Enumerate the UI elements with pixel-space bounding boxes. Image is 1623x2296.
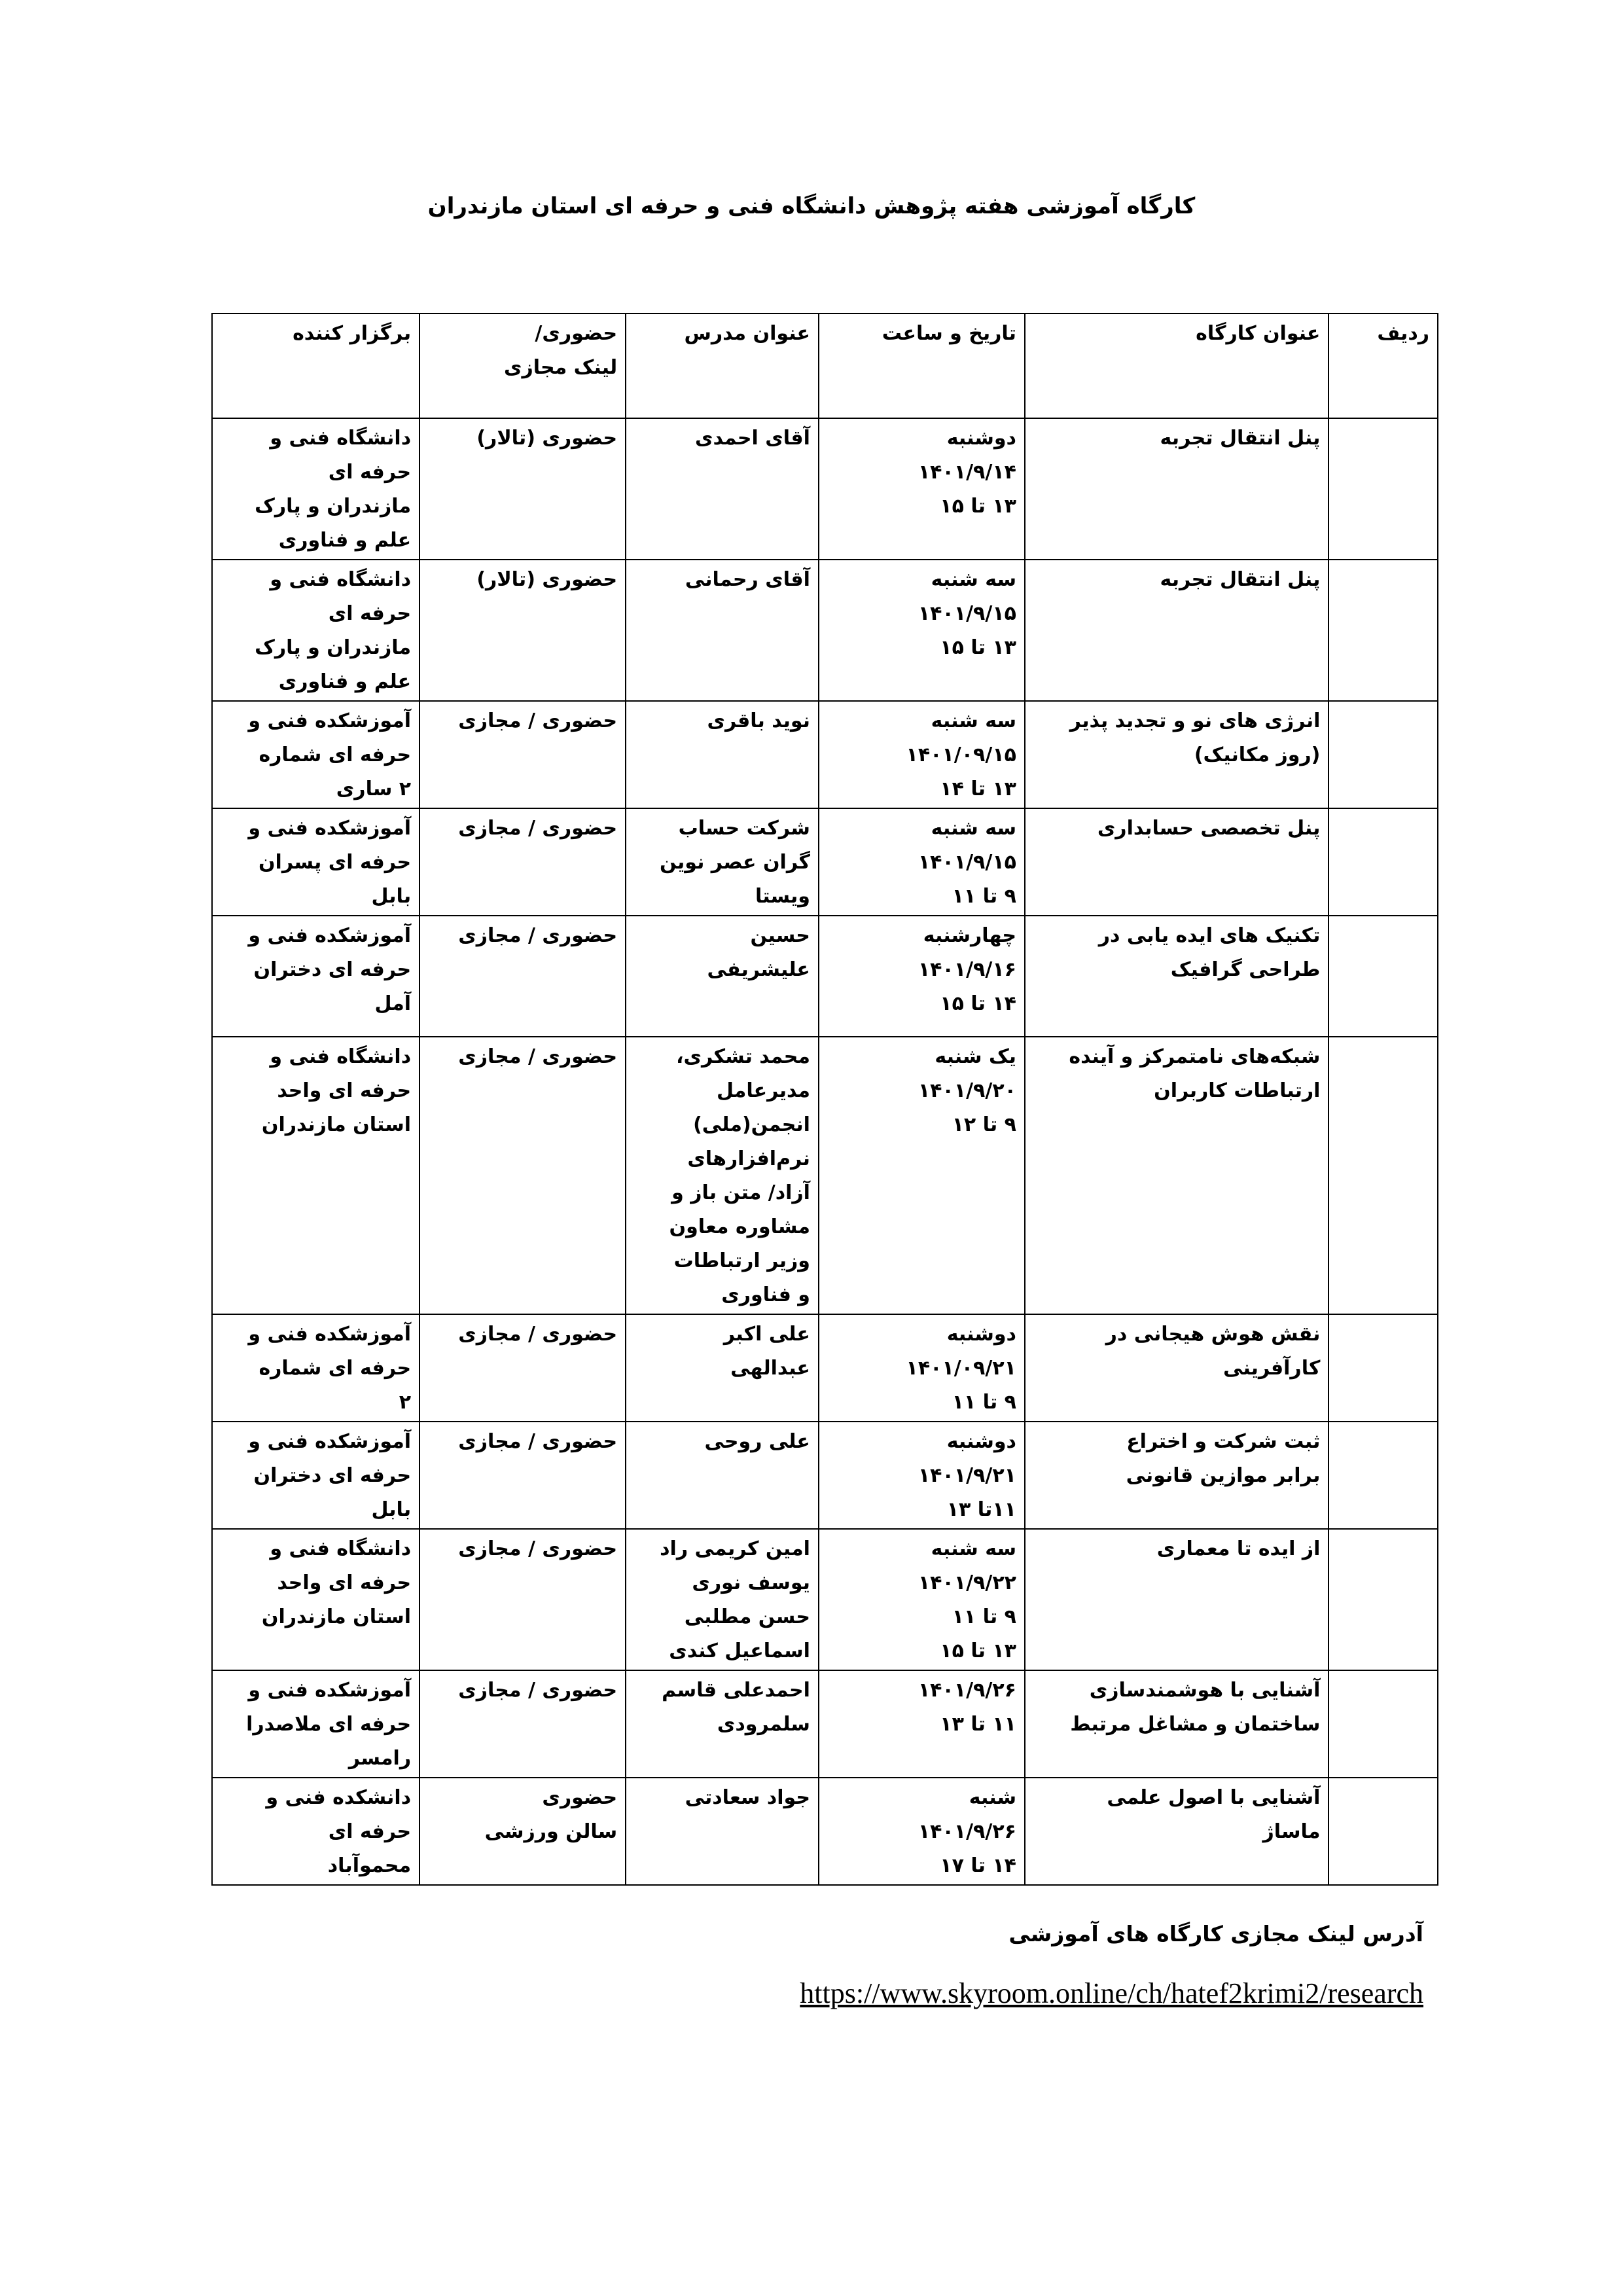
table-row bbox=[212, 560, 1438, 701]
cell-instructor-text: جواد سعادتی bbox=[685, 1786, 810, 1809]
cell-datetime-text: سه شنبه ۱۴۰۱/۹/۲۲ ۹ تا ۱۱ ۱۳ تا ۱۵ bbox=[918, 1537, 1016, 1662]
cell-row-num bbox=[1329, 418, 1438, 560]
cell-organizer bbox=[212, 1314, 419, 1422]
cell-organizer-text: دانشگاه فنی و حرفه ای مازندران و پارک علم و فناوری bbox=[255, 568, 412, 693]
cell-attendance-mode bbox=[419, 916, 626, 1037]
cell-workshop-title-text: انرژی های نو و تجدید پذیر (روز مکانیک) bbox=[1069, 709, 1321, 766]
cell-datetime-text: دوشنبه ۱۴۰۱/۹/۲۱ ۱۱تا ۱۳ bbox=[918, 1430, 1016, 1521]
cell-attendance-mode bbox=[419, 1778, 626, 1885]
header-instructor: عنوان مدرس bbox=[626, 314, 819, 418]
cell-workshop-title bbox=[1025, 808, 1329, 916]
cell-attendance-mode-text: حضوری / مجازی bbox=[458, 1045, 618, 1068]
cell-organizer bbox=[212, 1529, 419, 1670]
table-row bbox=[212, 1037, 1438, 1314]
cell-row-num bbox=[1329, 808, 1438, 916]
cell-instructor-text: امین کریمی راد یوسف نوری حسن مطلبی اسماعیل کندی bbox=[660, 1537, 810, 1662]
cell-attendance-mode bbox=[419, 1314, 626, 1422]
cell-organizer-text: دانشگاه فنی و حرفه ای واحد استان مازندران bbox=[261, 1045, 412, 1136]
cell-attendance-mode-text: حضوری / مجازی bbox=[458, 1323, 618, 1346]
cell-organizer-text: دانشگاه فنی و حرفه ای مازندران و پارک علم و فناوری bbox=[255, 427, 412, 552]
cell-organizer-text: آموزشکده فنی و حرفه ای دختران بابل bbox=[248, 1430, 412, 1521]
cell-organizer-text: آموزشکده فنی و حرفه ای پسران بابل bbox=[248, 817, 412, 908]
cell-organizer bbox=[212, 418, 419, 560]
cell-organizer bbox=[212, 701, 419, 808]
cell-organizer bbox=[212, 916, 419, 1037]
table-row bbox=[212, 418, 1438, 560]
cell-organizer bbox=[212, 560, 419, 701]
cell-instructor-text: احمدعلی قاسم سلمرودی bbox=[662, 1679, 810, 1736]
cell-workshop-title-text: پنل انتقال تجربه bbox=[1160, 568, 1321, 591]
cell-instructor bbox=[626, 1670, 819, 1778]
cell-attendance-mode bbox=[419, 418, 626, 560]
cell-workshop-title-text: نقش هوش هیجانی در کارآفرینی bbox=[1105, 1323, 1321, 1380]
cell-datetime-text: شنبه ۱۴۰۱/۹/۲۶ ۱۴ تا ۱۷ bbox=[918, 1786, 1016, 1877]
cell-row-num bbox=[1329, 916, 1438, 1037]
cell-row-num bbox=[1329, 1529, 1438, 1670]
cell-attendance-mode-text: حضوری / مجازی bbox=[458, 1679, 618, 1702]
workshop-schedule-table bbox=[211, 313, 1438, 1886]
document-title: کارگاه آموزشی هفته پژوهش دانشگاه فنی و حرفه ای استان مازندران bbox=[427, 193, 1196, 219]
cell-instructor bbox=[626, 1529, 819, 1670]
cell-instructor-text: نوید باقری bbox=[707, 709, 810, 732]
cell-organizer-text: آموزشکده فنی و حرفه ای شماره ۲ bbox=[248, 1323, 412, 1414]
cell-instructor-text: آقای احمدی bbox=[694, 427, 810, 450]
cell-organizer-text: آموزشکده فنی و حرفه ای ملاصدرا رامسر bbox=[246, 1679, 412, 1770]
cell-attendance-mode-text: حضوری / مجازی bbox=[458, 709, 618, 732]
cell-datetime-text: چهارشنبه ۱۴۰۱/۹/۱۶ ۱۴ تا ۱۵ bbox=[918, 924, 1016, 1015]
cell-attendance-mode-text: حضوری / مجازی bbox=[458, 817, 618, 840]
header-attendance-mode: حضوری/ لینک مجازی bbox=[419, 314, 626, 418]
header-workshop-title: عنوان کارگاه bbox=[1025, 314, 1329, 418]
cell-datetime bbox=[819, 1314, 1025, 1422]
cell-instructor bbox=[626, 701, 819, 808]
cell-instructor-text: آقای رحمانی bbox=[685, 568, 810, 591]
table-header-row bbox=[212, 314, 1438, 418]
cell-workshop-title-text: آشنایی با اصول علمی ماساژ bbox=[1107, 1786, 1321, 1843]
cell-attendance-mode-text: حضوری / مجازی bbox=[458, 1430, 618, 1453]
cell-datetime bbox=[819, 808, 1025, 916]
cell-row-num bbox=[1329, 560, 1438, 701]
cell-datetime bbox=[819, 1778, 1025, 1885]
cell-datetime bbox=[819, 1529, 1025, 1670]
cell-row-num bbox=[1329, 1422, 1438, 1529]
cell-instructor-text: شرکت حساب گران عصر نوین ویستا bbox=[660, 817, 810, 908]
cell-instructor-text: علی اکبر عبدالهی bbox=[723, 1323, 810, 1380]
cell-datetime-text: دوشنبه ۱۴۰۱/۹/۱۴ ۱۳ تا ۱۵ bbox=[918, 427, 1016, 518]
cell-organizer bbox=[212, 1422, 419, 1529]
cell-datetime-text: سه شنبه ۱۴۰۱/۹/۱۵ ۱۳ تا ۱۵ bbox=[918, 568, 1016, 659]
cell-attendance-mode bbox=[419, 1529, 626, 1670]
cell-datetime bbox=[819, 418, 1025, 560]
cell-row-num bbox=[1329, 1778, 1438, 1885]
header-datetime: تاریخ و ساعت bbox=[819, 314, 1025, 418]
cell-organizer-text: آموزشکده فنی و حرفه ای دختران آمل bbox=[248, 924, 412, 1015]
cell-workshop-title bbox=[1025, 1529, 1329, 1670]
cell-datetime bbox=[819, 701, 1025, 808]
header-organizer: برگزار کننده bbox=[212, 314, 419, 418]
cell-datetime-text: سه شنبه ۱۴۰۱/۰۹/۱۵ ۱۳ تا ۱۴ bbox=[906, 709, 1016, 800]
cell-attendance-mode-text: حضوری سالن ورزشی bbox=[484, 1786, 618, 1843]
cell-datetime bbox=[819, 560, 1025, 701]
table-body bbox=[212, 418, 1438, 1885]
cell-workshop-title-text: شبکه‌های نامتمرکز و آینده ارتباطات کاربران bbox=[1069, 1045, 1321, 1102]
cell-attendance-mode-text: حضوری / مجازی bbox=[458, 924, 618, 947]
table-row bbox=[212, 1314, 1438, 1422]
cell-workshop-title bbox=[1025, 418, 1329, 560]
cell-instructor-text: محمد تشکری، مدیرعامل انجمن(ملی) نرم‌افزارهای آزاد/ متن باز و مشاوره معاون وزیر ارتباطات و فناوری bbox=[669, 1045, 810, 1306]
cell-row-num bbox=[1329, 701, 1438, 808]
cell-organizer bbox=[212, 1670, 419, 1778]
cell-organizer bbox=[212, 808, 419, 916]
cell-workshop-title bbox=[1025, 560, 1329, 701]
cell-organizer-text: دانشگاه فنی و حرفه ای واحد استان مازندران bbox=[261, 1537, 412, 1628]
cell-attendance-mode-text: حضوری / مجازی bbox=[458, 1537, 618, 1560]
cell-instructor bbox=[626, 1778, 819, 1885]
table-row bbox=[212, 1422, 1438, 1529]
cell-row-num bbox=[1329, 1670, 1438, 1778]
cell-instructor bbox=[626, 560, 819, 701]
cell-workshop-title bbox=[1025, 1422, 1329, 1529]
cell-row-num bbox=[1329, 1314, 1438, 1422]
cell-organizer-text: دانشکده فنی و حرفه ای محموآباد bbox=[266, 1786, 412, 1877]
cell-instructor bbox=[626, 1037, 819, 1314]
cell-organizer bbox=[212, 1037, 419, 1314]
cell-instructor bbox=[626, 916, 819, 1037]
cell-instructor bbox=[626, 1314, 819, 1422]
cell-datetime-text: ۱۴۰۱/۹/۲۶ ۱۱ تا ۱۳ bbox=[918, 1679, 1016, 1736]
virtual-link-label: آدرس لینک مجازی کارگاه های آموزشی bbox=[1008, 1921, 1423, 1946]
cell-workshop-title bbox=[1025, 1670, 1329, 1778]
header-row-num: ردیف bbox=[1329, 314, 1438, 418]
table-row bbox=[212, 1529, 1438, 1670]
cell-workshop-title-text: آشنایی با هوشمندسازی ساختمان و مشاغل مرتبط bbox=[1070, 1679, 1321, 1736]
cell-organizer bbox=[212, 1778, 419, 1885]
table-row bbox=[212, 1670, 1438, 1778]
cell-datetime bbox=[819, 1422, 1025, 1529]
table-row bbox=[212, 808, 1438, 916]
table-row bbox=[212, 701, 1438, 808]
cell-attendance-mode bbox=[419, 808, 626, 916]
cell-row-num bbox=[1329, 1037, 1438, 1314]
cell-attendance-mode-text: حضوری (تالار) bbox=[476, 568, 618, 591]
cell-workshop-title-text: از ایده تا معماری bbox=[1156, 1537, 1321, 1560]
cell-workshop-title-text: تکنیک های ایده یابی در طراحی گرافیک bbox=[1098, 924, 1321, 981]
cell-instructor bbox=[626, 418, 819, 560]
cell-attendance-mode bbox=[419, 701, 626, 808]
cell-datetime-text: دوشنبه ۱۴۰۱/۰۹/۲۱ ۹ تا ۱۱ bbox=[906, 1323, 1016, 1414]
cell-instructor bbox=[626, 1422, 819, 1529]
cell-workshop-title-text: پنل انتقال تجربه bbox=[1160, 427, 1321, 450]
cell-workshop-title bbox=[1025, 701, 1329, 808]
cell-datetime-text: سه شنبه ۱۴۰۱/۹/۱۵ ۹ تا ۱۱ bbox=[918, 817, 1016, 908]
table-row bbox=[212, 1778, 1438, 1885]
cell-attendance-mode bbox=[419, 560, 626, 701]
cell-workshop-title bbox=[1025, 1314, 1329, 1422]
cell-workshop-title-text: ثبت شرکت و اختراع برابر موازین قانونی bbox=[1126, 1430, 1321, 1487]
cell-attendance-mode-text: حضوری (تالار) bbox=[476, 427, 618, 450]
cell-attendance-mode bbox=[419, 1670, 626, 1778]
cell-attendance-mode bbox=[419, 1422, 626, 1529]
table-row bbox=[212, 916, 1438, 1037]
cell-workshop-title bbox=[1025, 1778, 1329, 1885]
cell-workshop-title-text: پنل تخصصی حسابداری bbox=[1097, 817, 1321, 840]
cell-datetime-text: یک شنبه ۱۴۰۱/۹/۲۰ ۹ تا ۱۲ bbox=[918, 1045, 1016, 1136]
virtual-link-url[interactable]: https://www.skyroom.online/ch/hatef2krimi2/research bbox=[800, 1977, 1423, 2009]
cell-instructor-text: علی روحی bbox=[704, 1430, 810, 1453]
cell-organizer-text: آموزشکده فنی و حرفه ای شماره ۲ ساری bbox=[248, 709, 412, 800]
cell-datetime bbox=[819, 1037, 1025, 1314]
cell-datetime bbox=[819, 1670, 1025, 1778]
cell-workshop-title bbox=[1025, 916, 1329, 1037]
cell-instructor bbox=[626, 808, 819, 916]
cell-instructor-text: حسین علیشریفی bbox=[707, 924, 810, 981]
cell-datetime bbox=[819, 916, 1025, 1037]
cell-attendance-mode bbox=[419, 1037, 626, 1314]
cell-workshop-title bbox=[1025, 1037, 1329, 1314]
